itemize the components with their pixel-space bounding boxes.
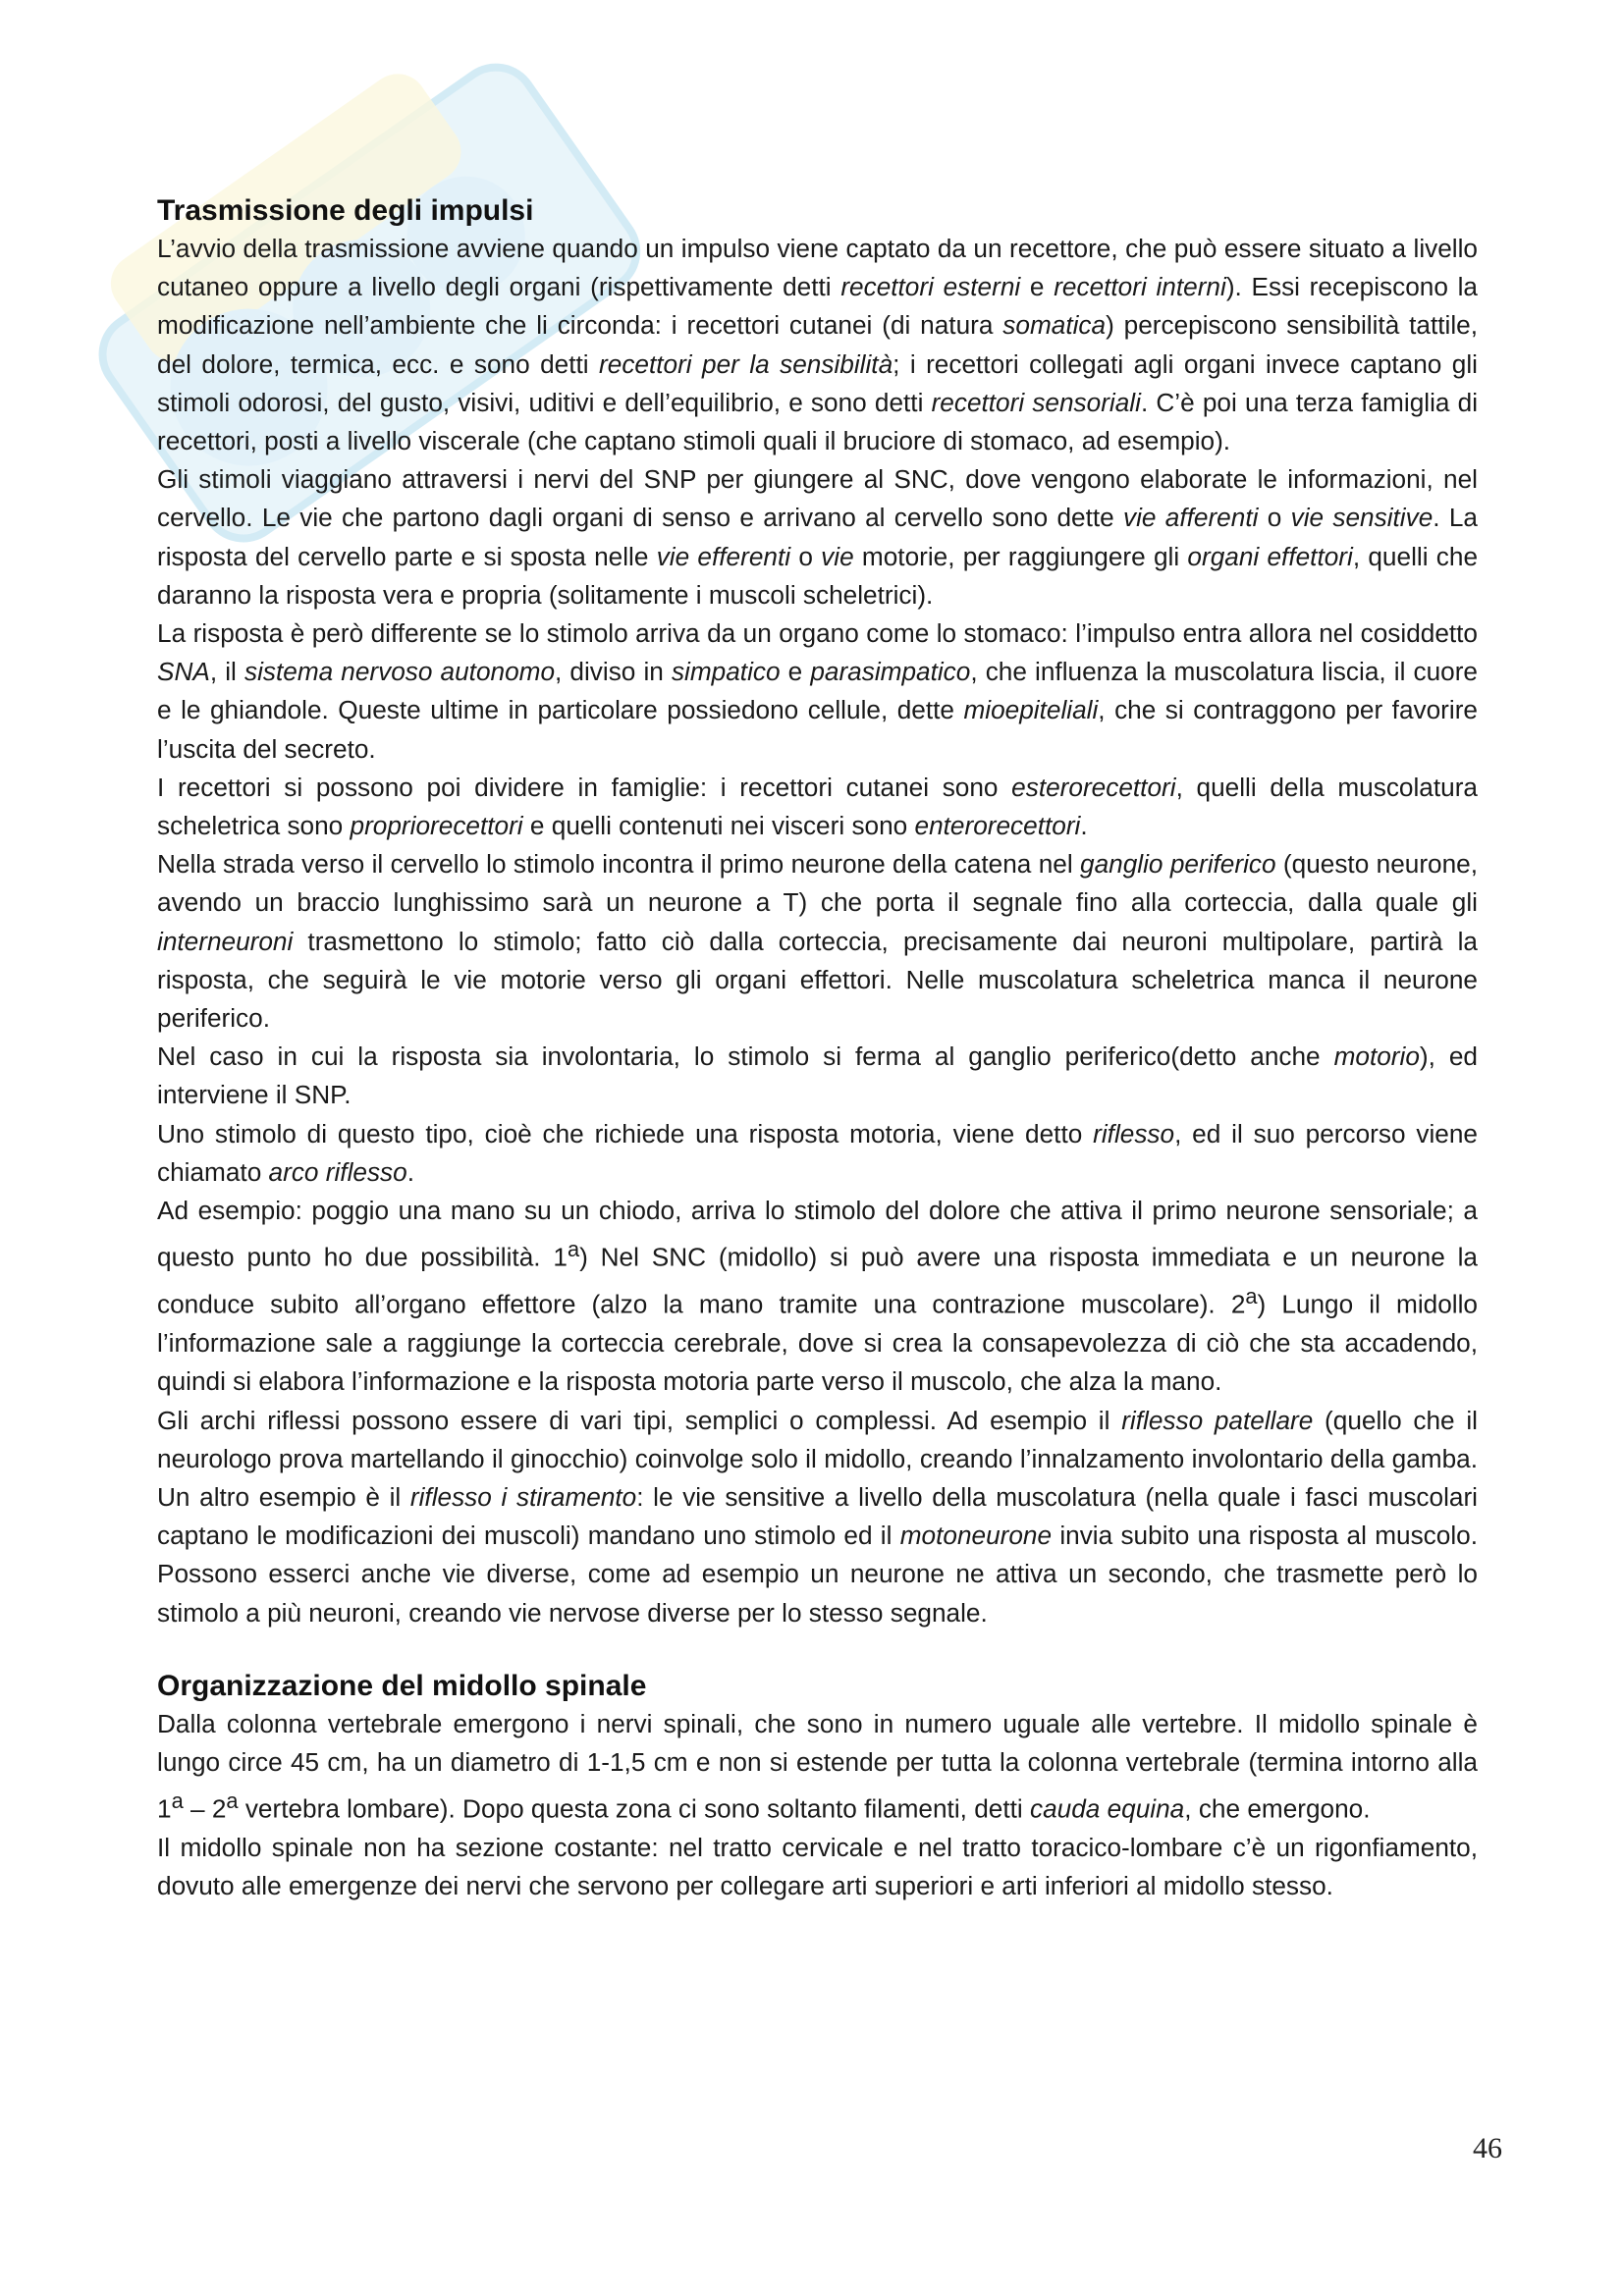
italic-term: interneuroni xyxy=(157,926,294,956)
paragraph xyxy=(157,1829,1478,1905)
text-run: , che influenza la muscolatura liscia, il cuore e le ghiandole. Queste ultime in particolare possiedono cellule, dette xyxy=(157,657,1478,725)
text-run: , ed il suo percorso viene chiamato xyxy=(157,1118,1478,1187)
paragraph xyxy=(157,1115,1478,1192)
italic-term: simpatico xyxy=(671,657,781,687)
italic-term: recettori sensoriali xyxy=(931,387,1141,417)
text-run: ). Essi recepiscono la modificazione nell’ambiente che li circonda: i recettori cutanei (di natura xyxy=(157,272,1478,341)
ordinal-superscript: a xyxy=(1245,1284,1258,1309)
text-run: , che emergono. xyxy=(1184,1793,1371,1824)
italic-term: vie xyxy=(821,541,854,571)
text-run: o xyxy=(1258,503,1291,533)
text-run: ) Nel SNC (midollo) si può avere una risposta immediata e un neurone la conduce subito all’organo effettore (alzo la mano tramite una contrazione muscolare). 2 xyxy=(157,1243,1478,1319)
italic-term: cauda equina xyxy=(1029,1793,1185,1824)
text-run: I recettori si possono poi dividere in famiglie: i recettori cutanei sono xyxy=(157,772,1012,802)
italic-term: vie efferenti xyxy=(656,541,791,571)
italic-term: motoneurone xyxy=(899,1521,1053,1551)
section-title-trasmissione: Trasmissione degli impulsi xyxy=(157,194,534,227)
text-run: , diviso in xyxy=(555,657,672,687)
text-run: , quelli che daranno la risposta vera e propria (solitamente i muscoli scheletrici). xyxy=(157,541,1479,610)
text-run: . C’è poi una terza famiglia di recettori, posti a livello viscerale (che captano stimoli quali il bruciore di stomaco, ad esempio). xyxy=(157,387,1479,456)
italic-term: vie sensitive xyxy=(1290,503,1434,533)
paragraph xyxy=(157,845,1478,1038)
italic-term: riflesso xyxy=(1093,1118,1175,1148)
italic-term: SNA xyxy=(157,657,210,687)
text-run: e xyxy=(780,657,811,687)
text-run: motorie, per raggiungere gli xyxy=(853,541,1188,571)
text-run: ), ed interviene il SNP. xyxy=(157,1041,1478,1110)
text-run: o xyxy=(790,541,822,571)
text-run: , quelli della muscolatura scheletrica sono xyxy=(157,772,1478,841)
paragraph xyxy=(157,614,1478,769)
page-number: 46 xyxy=(1473,2132,1502,2164)
paragraph xyxy=(157,460,1478,614)
text-run: Nella strada verso il cervello lo stimolo incontra il primo neurone della catena nel xyxy=(157,849,1081,880)
text-run: invia subito una risposta al muscolo. Possono esserci anche vie diverse, come ad esempio un neurone ne attiva un secondo, che trasmette però lo stimolo a più neuroni, creando vie nervose diverse per lo stesso segnale. xyxy=(157,1521,1479,1628)
text-run: trasmettono lo stimolo; fatto ciò dalla corteccia, precisamente dai neuroni multipolare, partirà la risposta, che seguirà le vie motorie verso gli organi effettori. Nelle muscolatura scheletrica manca il neurone periferico. xyxy=(157,926,1478,1034)
text-run: Il midollo spinale non ha sezione costante: nel tratto cervicale e nel tratto toracico-lombare c’è un rigonfiamento, dovuto alle emergenze dei nervi che servono per collegare arti superiori e arti inferiori al midollo stesso. xyxy=(157,1833,1478,1901)
text-run: ) Lungo il midollo l’informazione sale a raggiunge la corteccia cerebrale, dove si crea la consapevolezza di ciò che sta accadendo, quindi si elabora l’informazione e la risposta motoria parte verso il muscolo, che alza la mano. xyxy=(157,1289,1478,1397)
document-page xyxy=(157,192,1478,1906)
italic-term: organi effettori xyxy=(1187,541,1353,571)
ordinal-superscript: a xyxy=(226,1789,239,1814)
italic-term: recettori esterni xyxy=(840,272,1021,302)
ordinal-superscript: a xyxy=(567,1237,580,1262)
italic-term: propriorecettori xyxy=(350,811,523,841)
paragraph xyxy=(157,1402,1478,1632)
text-run: e xyxy=(1020,272,1055,302)
italic-term: riflesso i stiramento xyxy=(409,1481,637,1512)
text-run: , che si contraggono per favorire l’uscita del secreto. xyxy=(157,695,1478,764)
text-run: Gli stimoli viaggiano attraversi i nervi del SNP per giungere al SNC, dove vengono elaborate le informazioni, nel cervello. Le vie che partono dagli organi di senso e arrivano al cervello sono dette xyxy=(157,464,1478,533)
italic-term: recettori interni xyxy=(1054,272,1226,302)
text-run: . xyxy=(1080,811,1088,841)
section-body-midollo xyxy=(157,1705,1478,1906)
text-run: vertebra lombare). Dopo questa zona ci sono soltanto filamenti, detti xyxy=(238,1793,1030,1824)
section-title-midollo: Organizzazione del midollo spinale xyxy=(157,1669,647,1702)
text-run: ; i recettori collegati agli organi invece captano gli stimoli odorosi, del gusto, visivi, uditivi e dell’equilibrio, e sono detti xyxy=(157,348,1478,417)
text-run: – 2 xyxy=(183,1793,227,1824)
text-run: . xyxy=(406,1156,414,1187)
italic-term: esterorecettori xyxy=(1011,772,1176,802)
italic-term: sistema nervoso autonomo xyxy=(243,657,556,687)
text-run: . La risposta del cervello parte e si sposta nelle xyxy=(157,503,1478,571)
section-body-trasmissione xyxy=(157,230,1478,1632)
italic-term: arco riflesso xyxy=(268,1156,407,1187)
italic-term: vie afferenti xyxy=(1123,503,1259,533)
text-run: Gli archi riflessi possono essere di vari tipi, semplici o complessi. Ad esempio il xyxy=(157,1405,1122,1435)
ordinal-superscript: a xyxy=(171,1789,184,1814)
text-run: : le vie sensitive a livello della muscolatura (nella quale i fasci muscolari captano le modificazioni dei muscoli) mandano uno stimolo ed il xyxy=(157,1481,1478,1551)
text-run: Dalla colonna vertebrale emergono i nervi spinali, che sono in numero uguale alle vertebre. Il midollo spinale è lungo circe 45 cm, ha un diametro di 1-1,5 cm e non si estende per tutta la colonna vertebrale (termina intorno alla 1 xyxy=(157,1708,1478,1824)
italic-term: motorio xyxy=(1333,1041,1420,1072)
text-run: (quello che il neurologo prova martellando il ginocchio) coinvolge solo il midollo, creando l’innalzamento involontario della gamba. Un altro esempio è il xyxy=(157,1405,1478,1512)
text-run: La risposta è però differente se lo stimolo arriva da un organo come lo stomaco: l’impulso entra allora nel cosiddetto xyxy=(157,618,1478,649)
paragraph xyxy=(157,769,1478,845)
text-run: ) percepiscono sensibilità tattile, del dolore, termica, ecc. e sono detti xyxy=(157,310,1478,379)
text-run: (questo neurone, avendo un braccio lunghissimo sarà un neurone a T) che porta il segnale fino alla corteccia, dalla quale gli xyxy=(157,849,1479,918)
paragraph xyxy=(157,1192,1478,1401)
italic-term: mioepiteliali xyxy=(963,695,1099,725)
paragraph xyxy=(157,1038,1478,1114)
italic-term: riflesso patellare xyxy=(1121,1405,1314,1435)
paragraph xyxy=(157,230,1478,460)
text-run: L’avvio della trasmissione avviene quando un impulso viene captato da un recettore, che può essere situato a livello cutaneo oppure a livello degli organi (rispettivamente detti xyxy=(157,234,1478,302)
text-run: Uno stimolo di questo tipo, cioè che richiede una risposta motoria, viene detto xyxy=(157,1118,1094,1148)
italic-term: ganglio periferico xyxy=(1080,849,1276,880)
text-run: Nel caso in cui la risposta sia involontaria, lo stimolo si ferma al ganglio periferico(detto anche xyxy=(157,1041,1334,1072)
text-run: Ad esempio: poggio una mano su un chiodo, arriva lo stimolo del dolore che attiva il primo neurone sensoriale; a questo punto ho due possibilità. 1 xyxy=(157,1196,1478,1273)
italic-term: enterorecettori xyxy=(914,811,1081,841)
italic-term: somatica xyxy=(1002,310,1107,341)
italic-term: parasimpatico xyxy=(810,657,971,687)
text-run: , il xyxy=(209,657,244,687)
italic-term: recettori per la sensibilità xyxy=(599,348,893,379)
text-run: e quelli contenuti nei visceri sono xyxy=(522,811,915,841)
paragraph xyxy=(157,1705,1478,1829)
